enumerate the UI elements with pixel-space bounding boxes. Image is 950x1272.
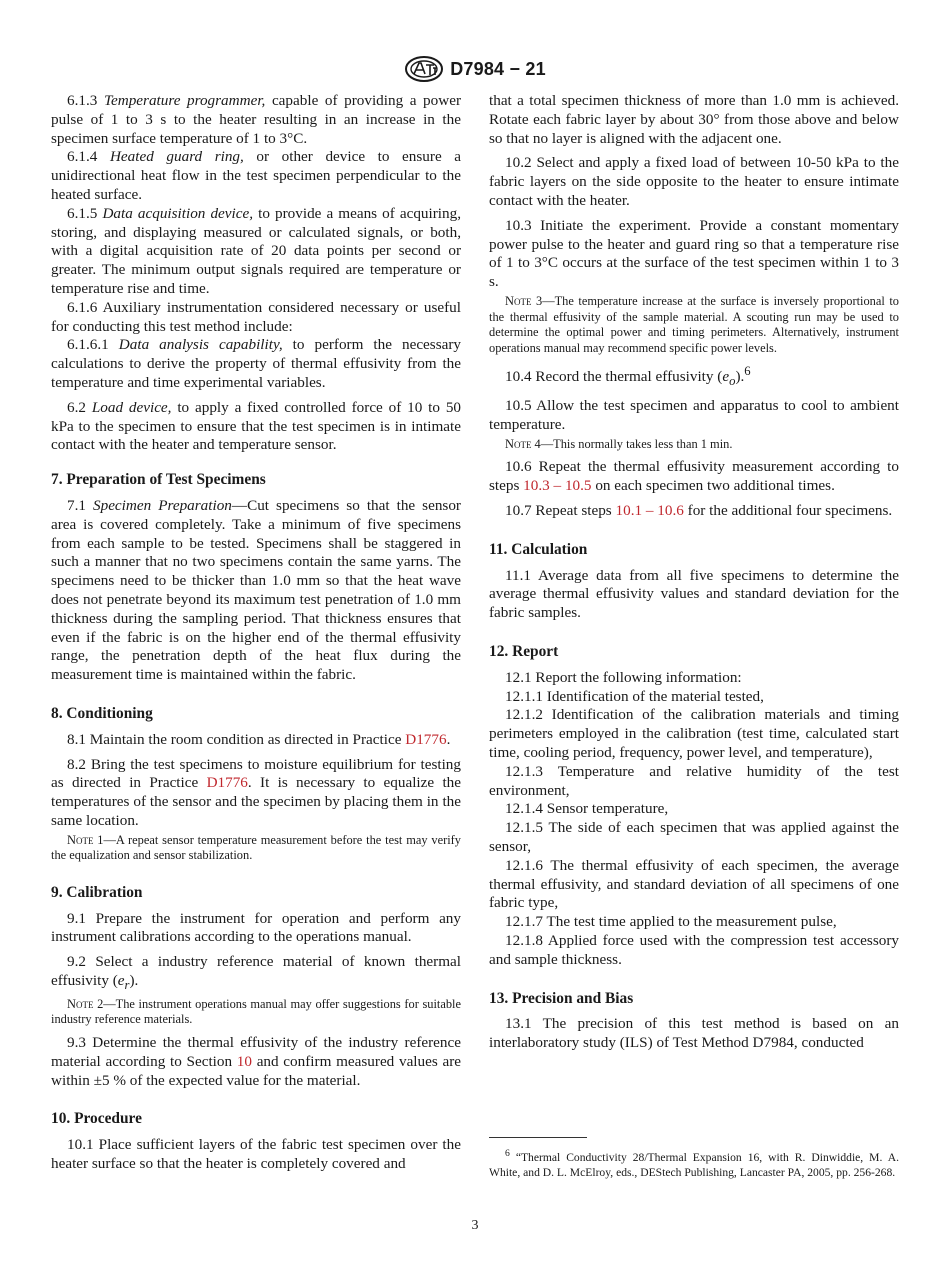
paragraph-6-2: 6.2 Load device, to apply a fixed controlled force of 10 to 50 kPa to the specimen to ensure that the test specimen is in intimate contact with the heater and temperature sensor. [51, 398, 462, 454]
paragraph-6-1-5: 6.1.5 Data acquisition device, to provide a means of acquiring, storing, and displaying measured or calculated signals, or both, with a digital acquisition rate of 20 data points per second or greater. The minimum output signals required are temperature or temperature rise and time. [51, 204, 462, 297]
left-column [51, 92, 461, 1174]
section-heading-10: 10. Procedure [51, 1110, 142, 1128]
paragraph-8-2: 8.2 Bring the test specimens to moisture equilibrium for testing as directed in Practice D1776. It is necessary to equalize the temperatures of the sensor and the specimen by placing them in the same location. [51, 755, 462, 829]
link-steps-10-1-10-6[interactable]: 10.1 – 10.6 [615, 502, 684, 520]
paragraph-9-2: 9.2 Select a industry reference material of known thermal effusivity $(e_r)$. [51, 953, 461, 993]
paragraph-12-1-4: 12.1.4 Sensor temperature, [505, 800, 669, 818]
section-heading-8: 8. Conditioning [51, 704, 153, 722]
section-heading-13: 13. Precision and Bias [489, 989, 634, 1007]
note-4: Note 4—This normally takes less than 1 min. [505, 436, 733, 451]
footnote-divider [489, 1137, 587, 1138]
paragraph-10-5: 10.5 Allow the test specimen and apparatus to cool to ambient temperature. [489, 397, 899, 434]
link-section-10[interactable]: 10 [236, 1052, 252, 1070]
note-1: Note 1—A repeat sensor temperature measurement before the test may verify the equalization and sensor stabilization. [51, 832, 461, 863]
page-header [0, 54, 950, 84]
paragraph-6-1-4: 6.1.4 Heated guard ring, or other device to ensure a unidirectional heat flow in the test specimen perpendicular to the heated surface. [51, 148, 462, 203]
note-3: Note 3—The temperature increase at the surface is inversely proportional to the thermal effusivity of the sample material. A scouting run may be used to determine the optimal power and timing perimeters. Alternatively, instrument operations manual may recommend specific power levels. [489, 293, 899, 355]
paragraph-10-6: 10.6 Repeat the thermal effusivity measurement according to steps 10.3 – 10.5 on each specimen two additional times. [489, 458, 899, 495]
link-d1776[interactable]: D1776 [405, 730, 447, 748]
paragraph-10-2: 10.2 Select and apply a fixed load of between 10-50 kPa to the fabric layers on the side opposite to the heater to ensure intimate contact with the heater. [489, 154, 899, 209]
section-heading-12: 12. Report [489, 643, 559, 660]
paragraph-10-3: 10.3 Initiate the experiment. Provide a constant momentary power pulse to the heater and guard ring so that a temperature rise of 1 to 3°C occurs at the surface of the test specimen within 1 to 3 s. [489, 216, 899, 291]
footnote-ref-6[interactable]: 6 [744, 364, 751, 379]
paragraph-12-1: 12.1 Report the following information: [505, 668, 742, 686]
link-steps-10-3-10-5[interactable]: 10.3 – 10.5 [523, 477, 592, 495]
paragraph-12-1-6: 12.1.6 The thermal effusivity of each specimen, the average thermal effusivity, and standard deviation of all specimens of one fabric type, [489, 856, 899, 912]
paragraph-12-1-3: 12.1.3 Temperature and relative humidity of the test environment, [489, 762, 899, 799]
paragraph-12-1-5: 12.1.5 The side of each specimen that was applied against the sensor, [489, 819, 899, 855]
paragraph-10-4: 10.4 Record the thermal effusivity $(e_o).^6$ [505, 364, 751, 389]
paragraph-12-1-1: 12.1.1 Identification of the material tested, [505, 687, 764, 705]
paragraph-12-1-2: 12.1.2 Identification of the calibration materials and timing perimeters employed in the calibration (test time, calculated start time, cooling period, frequency, power level, and temperature), [489, 706, 899, 761]
paragraph-10-7: 10.7 Repeat steps 10.1 – 10.6 for the additional four specimens. [505, 502, 893, 520]
paragraph-11-1: 11.1 Average data from all five specimens to determine the average thermal effusivity values and standard deviation for the fabric samples. [489, 566, 899, 622]
paragraph-6-1-6: 6.1.6 Auxiliary instrumentation considered necessary or useful for conducting this test method include: [51, 298, 461, 335]
paragraph-9-1: 9.1 Prepare the instrument for operation and perform any instrument calibrations according to the operations manual. [51, 909, 461, 946]
section-heading-9: 9. Calibration [51, 883, 143, 901]
paragraph-6-1-3: 6.1.3 Temperature programmer, capable of providing a power pulse of 1 to 3 s to the heater resulting in an increase in the specimen surface temperature of 1 to 3°C. [51, 92, 461, 147]
section-heading-7: 7. Preparation of Test Specimens [51, 471, 266, 489]
astm-logo-icon [404, 55, 444, 83]
link-d1776-2[interactable]: D1776 [206, 774, 248, 792]
paragraph-10-1: 10.1 Place sufficient layers of the fabric test specimen over the heater surface so that the heater is completely covered and [51, 1136, 461, 1173]
paragraph-9-3: 9.3 Determine the thermal effusivity of the industry reference material according to Section 10 and confirm measured values are within ±5 % of the expected value for the material. [51, 1034, 462, 1089]
paragraph-10-1-continued: that a total specimen thickness of more than 1.0 mm is achieved. Rotate each fabric layer by about 30° from those above and below so that no layer is aligned with the adjacent one. [489, 92, 899, 147]
footnote-6: $^6$ “Thermal Conductivity 28/Thermal Expansion 16, with R. Dinwiddie, M. A. White, and D. L. McElroy, eds., DEStech Publishing, Lancaster PA, 2005, pp. 256-268. [489, 1148, 899, 1180]
right-column [489, 92, 899, 1053]
section-heading-11: 11. Calculation [489, 540, 588, 558]
paragraph-12-1-8: 12.1.8 Applied force used with the compression test accessory and sample thickness. [489, 931, 899, 968]
note-2: Note 2—The instrument operations manual may offer suggestions for suitable industry reference materials. [51, 996, 461, 1027]
paragraph-12-1-7: 12.1.7 The test time applied to the measurement pulse, [505, 913, 837, 931]
page-number: 3 [471, 1218, 479, 1233]
document-id: D7984 − 21 [450, 58, 546, 79]
paragraph-7-1: 7.1 Specimen Preparation—Cut specimens so that the sensor area is covered completely. Take a minimum of five specimens from each sample to be tested. Specimens shall be staggered in such a manner that no two specimens contain the same yarns. The specimens need to be thicker than 1.0 mm so that the heat wave does not penetrate beyond its maximum test penetration of 1.0 mm thickness during the sampling period. That thickness ensures that even if the fabric is on the higher end of the thermal effusivity range, the penetration depth of the heat flux during the measurement time is maintained within the fabric. [51, 496, 461, 684]
paragraph-8-1: 8.1 Maintain the room condition as directed in Practice D1776. [67, 730, 451, 748]
paragraph-13-1: 13.1 The precision of this test method is based on an interlaboratory study (ILS) of Test Method D7984, conducted [489, 1015, 899, 1052]
paragraph-6-1-6-1: 6.1.6.1 Data analysis capability, to perform the necessary calculations to derive the property of thermal effusivity from the temperature and time experimental variables. [51, 336, 462, 391]
